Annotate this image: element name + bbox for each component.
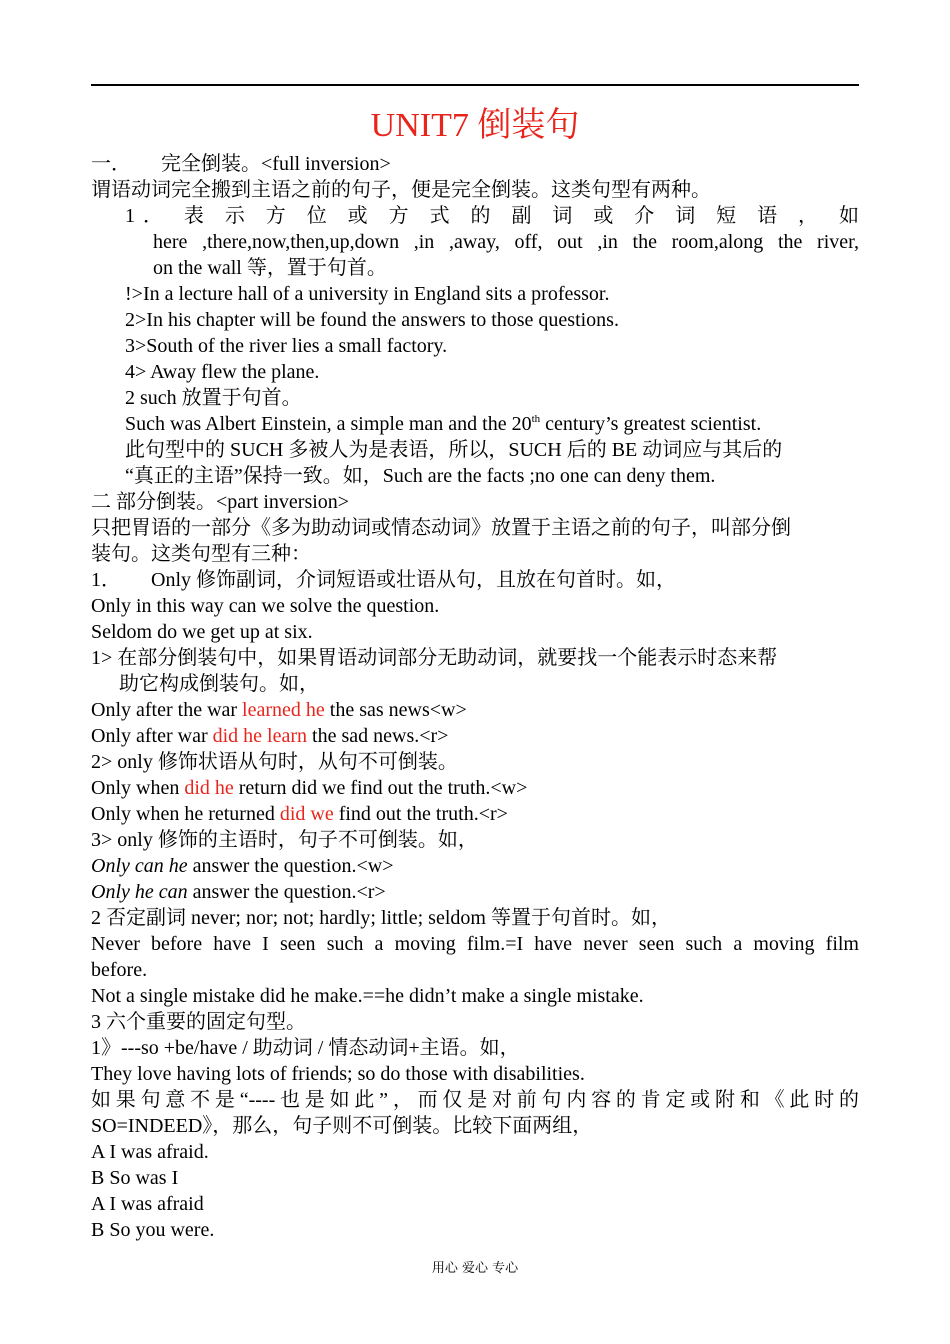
right-example <box>91 801 859 827</box>
note-line: 此句型中的 SUCH 多被人为是表语，所以，SUCH 后的 BE 动词应与其后的 <box>125 439 783 461</box>
page-footer: 用心 爱心 专心 <box>431 1261 519 1276</box>
comparison-line: B So you were. <box>91 1219 215 1241</box>
section-2-item-3: 3 六个重要的固定句型。 <box>91 1011 306 1033</box>
example-text: the sad news.<r> <box>307 725 449 747</box>
section-2-description: 装句。这类句型有三种： <box>91 543 311 565</box>
example-text: answer the question.<r> <box>187 881 386 903</box>
example-text: Only when he returned <box>91 803 280 825</box>
right-example <box>91 723 859 749</box>
example-line: !>In a lecture hall of a university in England sits a professor. <box>125 283 610 305</box>
note-line: “真正的主语”保持一致。如，Such are the facts ;no one can deny them. <box>125 465 716 487</box>
wrong-example <box>91 697 859 723</box>
header-rule <box>91 84 859 86</box>
example-text: return did we find out the truth.<w> <box>233 777 528 799</box>
superscript: th <box>531 413 541 425</box>
item-text: Only 修饰副词，介词短语或壮语从句，且放在句首时。如， <box>151 569 676 591</box>
example-line <box>91 411 859 437</box>
section-2-item-1 <box>91 567 859 593</box>
section-2-item-2: 2 否定副词 never; nor; not; hardly; little; seldom 等置于句首时。如， <box>91 907 671 929</box>
highlighted-verb: did he learn <box>212 725 308 747</box>
wrong-example <box>91 853 859 879</box>
comparison-line: B So was I <box>91 1167 179 1189</box>
highlighted-verb: did he <box>184 777 234 799</box>
example-text: the sas news<w> <box>324 699 467 721</box>
example-text: Such was Albert Einstein, a simple man and the 20 <box>125 413 532 435</box>
section-2-heading: 二 部分倒装。<part inversion> <box>91 491 350 513</box>
example-line: Seldom do we get up at six. <box>91 621 313 643</box>
example-line: before. <box>91 959 148 981</box>
note-line: SO=INDEED》，那么，句子则不可倒装。比较下面两组， <box>91 1115 593 1137</box>
example-line: They love having lots of friends; so do those with disabilities. <box>91 1063 585 1085</box>
right-example <box>91 879 859 905</box>
note-line: 如果句意不是“----也是如此”，而仅是对前句内容的肯定或附和《此时的 <box>91 1089 859 1111</box>
section-1-title: 完全倒装。<full inversion> <box>161 153 391 175</box>
section-1-item-1-line-b: here ,there,now,then,up,down ,in ,away, off, out ,in the room,along the river, <box>153 231 859 253</box>
example-line: Never before have I seen such a moving film.=I have never seen such a moving film <box>91 933 859 955</box>
example-text: century’s greatest scientist. <box>540 413 762 435</box>
example-line: 3>South of the river lies a small factory. <box>125 335 448 357</box>
comparison-line: A I was afraid. <box>91 1141 209 1163</box>
subpoint-line: 3> only 修饰的主语时，句子不可倒装。如， <box>91 829 478 851</box>
section-1-item-1-line-a: 1． 表 示 方 位 或 方 式 的 副 词 或 介 词 短 语 ， 如 <box>125 205 859 227</box>
example-text: Only after the war <box>91 699 243 721</box>
example-text: Only after war <box>91 725 213 747</box>
section-1-description: 谓语动词完全搬到主语之前的句子，便是完全倒装。这类句型有两种。 <box>91 179 711 201</box>
italic-phrase: Only can he <box>91 855 188 877</box>
example-text: Only when <box>91 777 185 799</box>
example-text: find out the truth.<r> <box>333 803 508 825</box>
page-title: UNIT7 倒装句 <box>370 107 580 144</box>
subpoint-line: 1> 在部分倒装句中，如果胃语动词部分无助动词，就要找一个能表示时态来帮 <box>91 647 778 669</box>
subpoint-line: 2> only 修饰状语从句时，从句不可倒装。 <box>91 751 458 773</box>
section-2-description: 只把胃语的一部分《多为助动词或情态动词》放置于主语之前的句子，叫部分倒 <box>91 517 791 539</box>
pattern-line: 1》---so +be/have / 助动词 / 情态动词+主语。如， <box>91 1037 520 1059</box>
example-line: Not a single mistake did he make.==he didn’t make a single mistake. <box>91 985 644 1007</box>
document-body <box>91 151 859 1243</box>
comparison-line: A I was afraid <box>91 1193 204 1215</box>
section-1-heading <box>91 151 859 177</box>
section-1-item-2: 2 such 放置于句首。 <box>125 387 302 409</box>
item-number: 1． <box>91 569 121 591</box>
section-1-item-1-line-c: on the wall 等，置于句首。 <box>153 257 387 279</box>
highlighted-verb: learned he <box>242 699 325 721</box>
highlighted-verb: did we <box>279 803 334 825</box>
subpoint-line: 助它构成倒装句。如， <box>119 673 319 695</box>
wrong-example <box>91 775 859 801</box>
example-text: answer the question.<w> <box>187 855 394 877</box>
example-line: Only in this way can we solve the question. <box>91 595 440 617</box>
italic-phrase: Only he can <box>91 881 188 903</box>
section-1-number: 一． <box>91 153 131 175</box>
example-line: 2>In his chapter will be found the answers to those questions. <box>125 309 619 331</box>
example-line: 4> Away flew the plane. <box>125 361 320 383</box>
